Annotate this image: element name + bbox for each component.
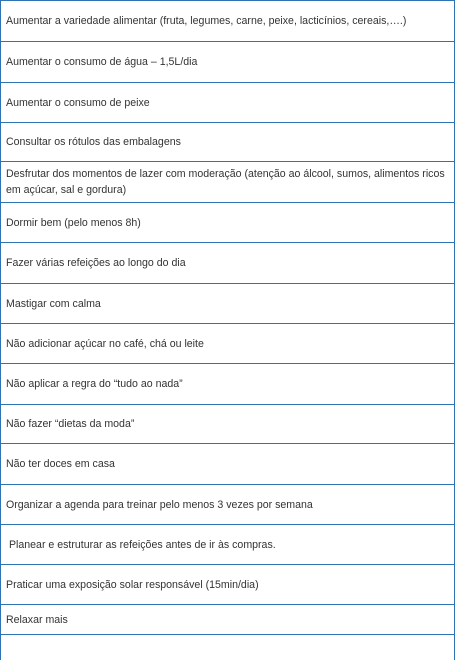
table-row (1, 485, 454, 525)
table-row (1, 243, 454, 284)
table-row (1, 123, 454, 162)
table-row (1, 364, 454, 405)
row-text: Praticar uma exposição solar responsável (15min/dia) (6, 578, 259, 591)
row-text: Aumentar o consumo de peixe (6, 96, 150, 109)
table-row (1, 605, 454, 635)
table-row (1, 525, 454, 565)
table-row (1, 565, 454, 605)
row-text: Não adicionar açúcar no café, chá ou leite (6, 337, 204, 350)
table-row (1, 203, 454, 243)
row-text: Dormir bem (pelo menos 8h) (6, 216, 141, 229)
table-row (1, 284, 454, 324)
row-text: Aumentar a variedade alimentar (fruta, legumes, carne, peixe, lacticínios, cereais,….) (6, 15, 407, 27)
row-text: Fazer várias refeições ao longo do dia (6, 257, 186, 269)
row-text: Não aplicar a regra do “tudo ao nada” (6, 378, 183, 390)
table-row (1, 162, 454, 203)
row-text: Consultar os rótulos das embalagens (6, 136, 181, 148)
row-text: Não ter doces em casa (6, 458, 115, 470)
table-row (1, 83, 454, 123)
row-text: Aumentar o consumo de água – 1,5L/dia (6, 56, 198, 68)
table-row (1, 405, 454, 444)
table-row (1, 1, 454, 42)
row-text: Desfrutar dos momentos de lazer com moderação (atenção ao álcool, sumos, alimentos ricos em açúcar, sal e gordura) (6, 168, 448, 196)
table-row (1, 444, 454, 485)
row-text: Planear e estruturar as refeições antes de ir às compras. (6, 538, 276, 551)
row-text: Relaxar mais (6, 613, 68, 626)
row-text: Organizar a agenda para treinar pelo menos 3 vezes por semana (6, 498, 313, 511)
row-text: Mastigar com calma (6, 297, 101, 310)
table-row (1, 324, 454, 364)
table-row (1, 42, 454, 83)
row-text: Não fazer “dietas da moda” (6, 418, 135, 430)
